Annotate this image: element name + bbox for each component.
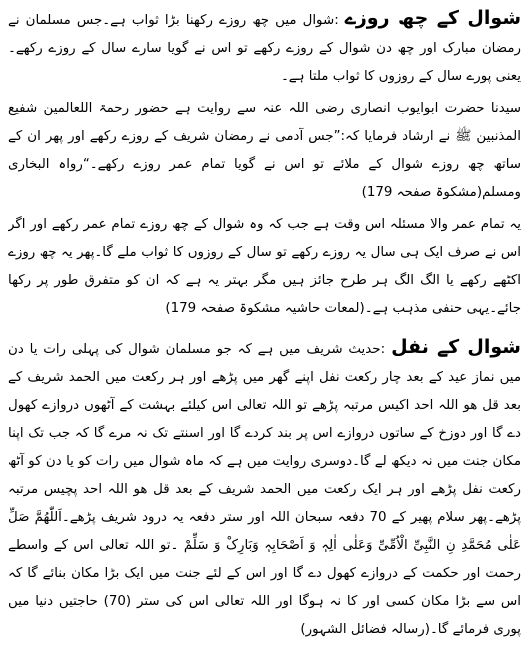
section-shawwal-fasts-text: :شوال میں چھ روزے رکھنا بڑا ثواب ہے۔جس مسلمان نے رمضان مبارک اور چھ دن شوال کے روزے رکھے تو اس نے گویا سارے سال کے روزے رکھے۔یعنی پورے سال کے روزوں کا ثواب ملتا ہے۔ (8, 13, 521, 84)
ruling-paragraph: یہ تمام عمر والا مسئلہ اس وقت ہے جب کہ وہ شوال کے چھ روزے تمام عمر رکھے اور اگر اس نے صرف ایک ہی سال یہ روزے رکھے تو سال کے روزوں کا ثواب ملے گا۔پھر یہ چھ روزے اکٹھے رکھے یا الگ الگ ہر طرح جائز ہیں مگر بہتر یہ ہے کہ ان کو متفرق طور پر رکھا جائے۔یہی حنفی مذہب ہے۔(لمعات حاشیہ مشکوۃ صفحہ 179) (8, 217, 521, 316)
section-heading-shawwal-nafl: شوال کے نفل (391, 336, 521, 358)
section-heading-shawwal-fasts: شوال کے چھ روزے (344, 7, 521, 29)
section-shawwal-fasts-intro (8, 4, 521, 91)
section-shawwal-nafl (8, 333, 521, 644)
section-shawwal-nafl-text: :حدیث شریف میں ہے کہ جو مسلمان شوال کی پہلی رات یا دن میں نماز عید کے بعد چار رکعت نفل اپنے گھر میں پڑھے اور ہر رکعت میں الحمد شریف کے بعد قل ھو اللہ احد اکیس مرتبہ پڑھے تو اللہ تعالی اس کیلئے بہشت کے آٹھوں دروازے کھول دے گا اور دوزخ کے ساتوں دروازے اس پر بند کردے گا اور اسنتے تک نہ مرے گا کہ جب تک اپنا مکان جنت میں نہ دیکھ لے گا۔دوسری روایت میں ہے کہ ماہ شوال میں رات کو یا دن کو آٹھ رکعت نفل پڑھے اور ہر ایک رکعت میں الحمد شریف کے بعد قل ھو اللہ احد پچیس مرتبہ پڑھے۔پھر سلام پھیر کے 70 دفعہ سبحان اللہ اور ستر دفعہ یہ درود شریف پڑھے۔اَللّٰھُمَّ صَلِّ عَلٰی مُحَمَّدِ نِ النَّبِیِّ الْاُمِّیِّ وَعَلٰی اٰلِہٖ وَ اَصْحَابِہٖ وَبَارِکْ وَ سَلِّمْ ۔تو اللہ تعالی اس کے واسطے رحمت اور حکمت کے دروازے کھول دے گا اور اس کے لئے جنت میں ایک بڑا مکان بنائے گا کہ اس سے بڑا مکان کسی اور کا نہ ہوگا اور اللہ تعالی اس کی ستر (70) حاجتیں دنیا میں پوری فرمائے گا۔(رسالہ فضائل الشہور) (8, 342, 521, 637)
article (8, 4, 521, 652)
hadith-paragraph: سیدنا حضرت ابوایوب انصاری رضی اللہ عنہ سے روایت ہے حضور رحمۃ اللعالمین شفیع المذنبین ﷺ نے ارشاد فرمایا کہ:”جس آدمی نے رمضان شریف کے روزے رکھے اور پھر ان کے ساتھ چھ روزے شوال کے ملائے تو اس نے گویا تمام عمر روزے رکھے۔“رواہ البخاری ومسلم(مشکوۃ صفحہ 179) (8, 101, 521, 200)
